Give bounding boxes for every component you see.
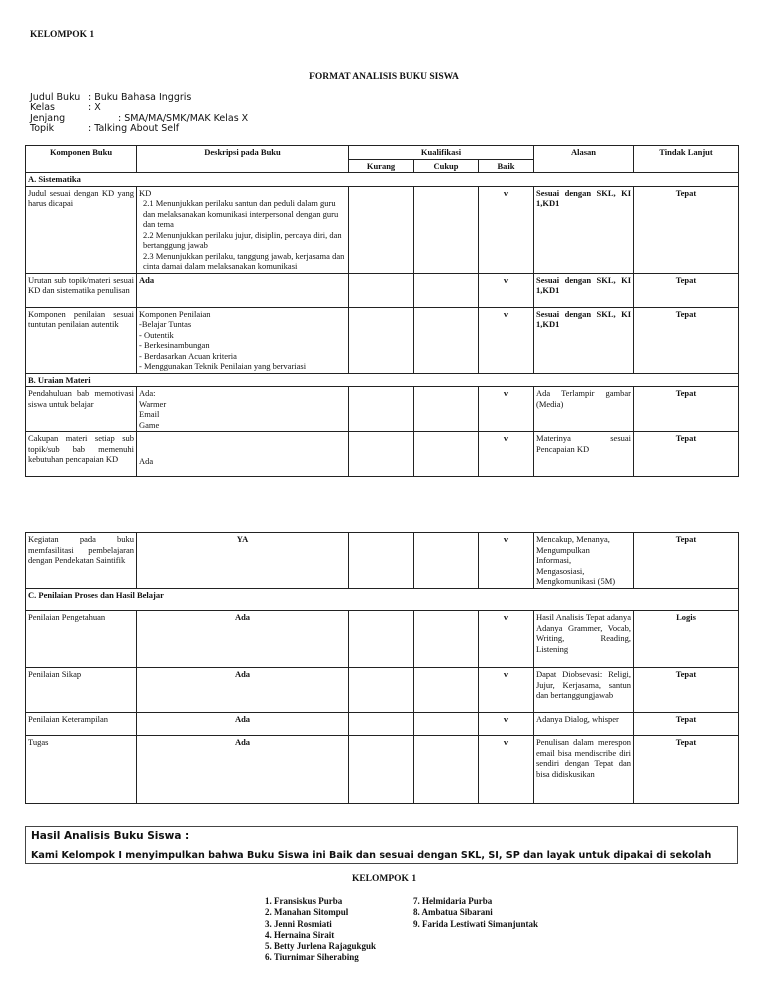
header-komponen: Komponen Buku xyxy=(26,146,137,173)
header-kualifikasi: Kualifikasi xyxy=(349,146,534,160)
section-a: A. Sistematika xyxy=(26,173,739,187)
baik-cell: v xyxy=(479,186,534,273)
cukup-cell xyxy=(414,432,479,477)
alasan-cell: Mencakup, Menanya, Mengumpulkan Informasi, Mengasosiasi, Mengkomunikasi (5M) xyxy=(534,533,634,589)
cukup-cell xyxy=(414,736,479,804)
tindak-cell: Tepat xyxy=(634,736,739,804)
info-jenjang: Jenjang : SMA/MA/SMK/MAK Kelas X xyxy=(30,113,249,124)
result-box xyxy=(25,826,738,864)
deskripsi-cell: Ada xyxy=(137,713,349,736)
deskripsi-cell: KD 2.1 Menunjukkan perilaku santun dan peduli dalam guru dan melaksanakan komunikasi interpersonal dengan guru dan tema 2.2 Menunjukkan perilaku jujur, disiplin, percaya diri, dan bertanggung jawab 2.3 Menunjukkan perilaku, tanggung jawab, kerjasama dan cinta damai dalam melaksanakan komunikasi xyxy=(137,186,349,273)
members-list-left xyxy=(265,896,376,964)
baik-cell: v xyxy=(479,668,534,713)
kurang-cell xyxy=(349,713,414,736)
tindak-cell: Tepat xyxy=(634,668,739,713)
member-item: 9. Farida Lestiwati Simanjuntak xyxy=(413,918,539,929)
baik-cell: v xyxy=(479,307,534,373)
tindak-cell: Tepat xyxy=(634,273,739,307)
deskripsi-cell: Ada xyxy=(137,432,349,477)
alasan-cell: Ada Terlampir gambar (Media) xyxy=(534,387,634,432)
member-item: 6. Tiurnimar Siherabing xyxy=(265,952,359,963)
member-item: 5. Betty Jurlena Rajagukguk xyxy=(265,941,377,952)
table-row xyxy=(26,387,739,432)
tindak-cell: Tepat xyxy=(634,186,739,273)
cukup-cell xyxy=(414,533,479,589)
tindak-cell: Tepat xyxy=(634,533,739,589)
komponen-cell: Urutan sub topik/materi sesuai KD dan sistematika penulisan xyxy=(26,273,137,307)
kurang-cell xyxy=(349,273,414,307)
kurang-cell xyxy=(349,186,414,273)
table-row xyxy=(26,713,739,736)
deskripsi-cell: Ada xyxy=(137,736,349,804)
member-item: 8. Ambatua Sibarani xyxy=(413,907,493,918)
header-alasan: Alasan xyxy=(534,146,634,173)
komponen-cell: Tugas xyxy=(26,736,137,804)
alasan-cell: Sesuai dengan SKL, KI 1,KD1 xyxy=(534,273,634,307)
header-kurang: Kurang xyxy=(349,159,414,173)
baik-cell: v xyxy=(479,736,534,804)
analysis-table-2 xyxy=(25,532,739,804)
kurang-cell xyxy=(349,307,414,373)
tindak-cell: Tepat xyxy=(634,387,739,432)
tindak-cell: Tepat xyxy=(634,307,739,373)
baik-cell: v xyxy=(479,533,534,589)
members-title: KELOMPOK 1 xyxy=(351,874,417,884)
alasan-cell: Hasil Analisis Tepat adanya Adanya Grammer, Vocab, Writing, Reading, Listening xyxy=(534,611,634,668)
deskripsi-cell: Ada: Warmer Email Game xyxy=(137,387,349,432)
tindak-cell: Tepat xyxy=(634,713,739,736)
member-item: 2. Manahan Sitompul xyxy=(265,907,349,918)
section-c: C. Penilaian Proses dan Hasil Belajar xyxy=(26,589,739,611)
komponen-cell: Judul sesuai dengan KD yang harus dicapai xyxy=(26,186,137,273)
baik-cell: v xyxy=(479,387,534,432)
kurang-cell xyxy=(349,432,414,477)
alasan-cell: Adanya Dialog, whisper xyxy=(534,713,634,736)
komponen-cell: Cakupan materi setiap sub topik/sub bab memenuhi kebutuhan pencapaian KD xyxy=(26,432,137,477)
cukup-cell xyxy=(414,713,479,736)
baik-cell: v xyxy=(479,432,534,477)
cukup-cell xyxy=(414,668,479,713)
cukup-cell xyxy=(414,307,479,373)
alasan-cell: Penulisan dalam merespon email bisa mendiscribe diri sendiri dengan Tepat dan bisa didiskusikan xyxy=(534,736,634,804)
alasan-cell: Sesuai dengan SKL, KI 1,KD1 xyxy=(534,186,634,273)
member-item: 7. Helmidaria Purba xyxy=(413,896,493,906)
komponen-cell: Pendahuluan bab memotivasi siswa untuk belajar xyxy=(26,387,137,432)
tindak-cell: Logis xyxy=(634,611,739,668)
deskripsi-cell: Ada xyxy=(137,611,349,668)
cukup-cell xyxy=(414,387,479,432)
deskripsi-cell: YA xyxy=(137,533,349,589)
header-cukup: Cukup xyxy=(414,159,479,173)
table-row xyxy=(26,186,739,273)
tindak-cell: Tepat xyxy=(634,432,739,477)
result-title: Hasil Analisis Buku Siswa : xyxy=(31,830,190,842)
cukup-cell xyxy=(414,611,479,668)
kurang-cell xyxy=(349,611,414,668)
table-row xyxy=(26,736,739,804)
alasan-cell: Dapat Diobsevasi: Religi, Jujur, Kerjasama, santun dan bertanggungjawab xyxy=(534,668,634,713)
header-tindak: Tindak Lanjut xyxy=(634,146,739,173)
deskripsi-cell: Ada xyxy=(137,668,349,713)
kurang-cell xyxy=(349,736,414,804)
deskripsi-cell: Komponen Penilaian -Belajar Tuntas - Outentik - Berkesinambungan - Berdasarkan Acuan kriteria - Menggunakan Teknik Penilaian yang bervariasi xyxy=(137,307,349,373)
deskripsi-cell: Ada xyxy=(137,273,349,307)
alasan-cell: Materinya sesuai Pencapaian KD xyxy=(534,432,634,477)
info-judul: Judul Buku : Buku Bahasa Inggris xyxy=(30,92,192,103)
cukup-cell xyxy=(414,186,479,273)
member-item: 1. Fransiskus Purba xyxy=(265,896,343,906)
group-label: KELOMPOK 1 xyxy=(30,30,95,40)
cukup-cell xyxy=(414,273,479,307)
members-list-right xyxy=(413,896,538,930)
kurang-cell xyxy=(349,533,414,589)
baik-cell: v xyxy=(479,713,534,736)
header-deskripsi: Deskripsi pada Buku xyxy=(137,146,349,173)
table-row xyxy=(26,611,739,668)
header-baik: Baik xyxy=(479,159,534,173)
result-text: Kami Kelompok I menyimpulkan bahwa Buku Siswa ini Baik dan sesuai dengan SKL, SI, SP dan layak untuk dipakai di sekolah xyxy=(31,850,712,861)
komponen-cell: Penilaian Keterampilan xyxy=(26,713,137,736)
info-kelas: Kelas : X xyxy=(30,102,101,113)
komponen-cell: Komponen penilaian sesuai tuntutan penilaian autentik xyxy=(26,307,137,373)
table-row xyxy=(26,533,739,589)
info-topik: Topik : Talking About Self xyxy=(30,123,180,134)
member-item: 4. Hernaina Sirait xyxy=(265,929,335,940)
alasan-cell: Sesuai dengan SKL, KI 1,KD1 xyxy=(534,307,634,373)
kurang-cell xyxy=(349,387,414,432)
page-title: FORMAT ANALISIS BUKU SISWA xyxy=(309,72,459,82)
table-row xyxy=(26,668,739,713)
table-row xyxy=(26,432,739,477)
table-row xyxy=(26,273,739,307)
kurang-cell xyxy=(349,668,414,713)
baik-cell: v xyxy=(479,273,534,307)
komponen-cell: Kegiatan pada buku memfasilitasi pembelajaran dengan Pendekatan Saintifik xyxy=(26,533,137,589)
baik-cell: v xyxy=(479,611,534,668)
table-row xyxy=(26,307,739,373)
member-item: 3. Jenni Rosmiati xyxy=(265,918,332,929)
analysis-table-1 xyxy=(25,145,739,477)
komponen-cell: Penilaian Sikap xyxy=(26,668,137,713)
komponen-cell: Penilaian Pengetahuan xyxy=(26,611,137,668)
section-b: B. Uraian Materi xyxy=(26,373,739,387)
